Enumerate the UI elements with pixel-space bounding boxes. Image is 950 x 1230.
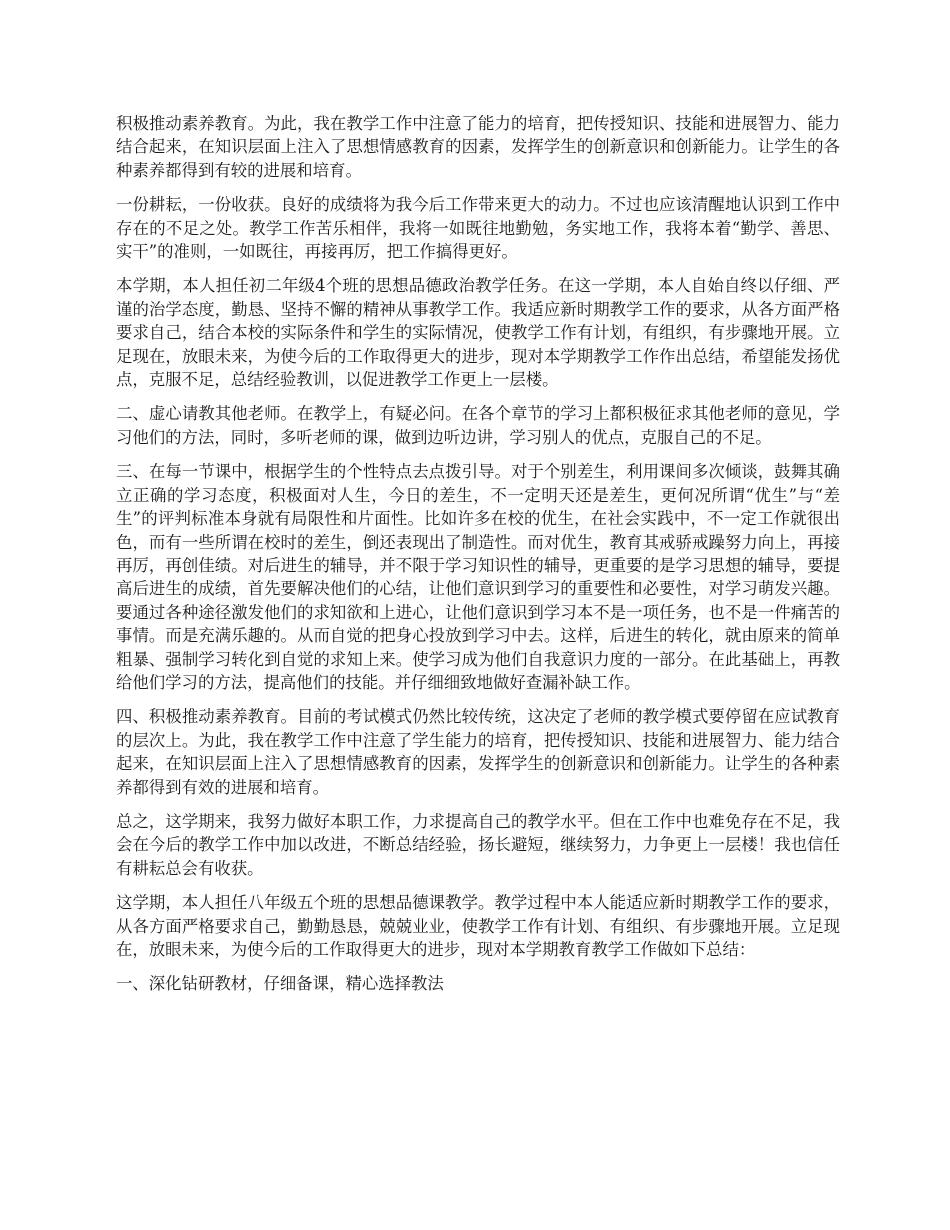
- paragraph-3: 本学期，本人担任初二年级4个班的思想品德政治教学任务。在这一学期，本人自始自终以仔细、严谨的治学态度，勤恳、坚持不懈的精神从事教学工作。我适应新时期教学工作的要求，从各方面严格要求自己，结合本校的实际条件和学生的实际情况，使教学工作有计划，有组织，有步骤地开展。立足现在，放眼未来，为使今后的工作取得更大的进步，现对本学期教学工作作出总结，希望能发扬优点，克服不足，总结经验教训，以促进教学工作更上一层楼。: [116, 276, 840, 390]
- section-heading: 一、深化钻研教材，仔细备课，精心选择教法: [116, 974, 444, 994]
- paragraph-2: 一份耕耘，一份收获。良好的成绩将为我今后工作带来更大的动力。不过也应该清醒地认识到工作中存在的不足之处。教学工作苦乐相伴，我将一如既往地勤勉，务实地工作，我将本着“勤学、善思、实干”的准则，一如既往，再接再厉，把工作搞得更好。: [116, 195, 840, 262]
- paragraph-4: 二、虚心请教其他老师。在教学上，有疑必问。在各个章节的学习上都积极征求其他老师的意见，学习他们的方法，同时，多听老师的课，做到边听边讲，学习别人的优点，克服自己的不足。: [116, 404, 840, 447]
- paragraph-8: 这学期，本人担任八年级五个班的思想品德课教学。教学过程中本人能适应新时期教学工作的要求，从各方面严格要求自己，勤勤恳恳，兢兢业业，使教学工作有计划、有组织、有步骤地开展。立足现在，放眼未来，为使今后的工作取得更大的进步，现对本学期教育教学工作做如下总结：: [116, 893, 840, 959]
- paragraph-6: 四、积极推动素养教育。目前的考试模式仍然比较传统，这决定了老师的教学模式要停留在应试教育的层次上。为此，我在教学工作中注意了学生能力的培育，把传授知识、技能和进展智力、能力结合起来，在知识层面上注入了思想情感教育的因素，发挥学生的创新意识和创新能力。让学生的各种素养都得到有效的进展和培育。: [116, 707, 840, 797]
- document-body: [116, 112, 840, 1007]
- paragraph-7: 总之，这学期来，我努力做好本职工作，力求提高自己的教学水平。但在工作中也难免存在不足，我会在今后的教学工作中加以改进，不断总结经验，扬长避短，继续努力，力争更上一层楼！我也信任有耕耘总会有收获。: [116, 811, 840, 878]
- paragraph-1: 积极推动素养教育。为此，我在教学工作中注意了能力的培育，把传授知识、技能和进展智力、能力结合起来，在知识层面上注入了思想情感教育的因素，发挥学生的创新意识和创新能力。让学生的各种素养都得到有较的进展和培育。: [116, 114, 840, 180]
- paragraph-5: 三、在每一节课中，根据学生的个性特点去点拨引导。对于个别差生，利用课间多次倾谈，鼓舞其确立正确的学习态度，积极面对人生，今日的差生，不一定明天还是差生，更何况所谓“优生”与“差生”的评判标准本身就有局限性和片面性。比如许多在校的优生，在社会实践中，不一定工作就很出色，而有一些所谓在校时的差生，倒还表现出了制造性。而对优生，教育其戒骄戒躁努力向上，再接再厉，再创佳绩。对后进生的辅导，并不限于学习知识性的辅导，更重要的是学习思想的辅导，要提高后进生的成绩，首先要解决他们的心结，让他们意识到学习的重要性和必要性，对学习萌发兴趣。要通过各种途径激发他们的求知欲和上进心，让他们意识到学习本不是一项任务，也不是一件痛苦的事情。而是充满乐趣的。从而自觉的把身心投放到学习中去。这样，后进生的转化，就由原来的简单粗暴、强制学习转化到自觉的求知上来。使学习成为他们自我意识力度的一部分。在此基础上，再教给他们学习的方法，提高他们的技能。并仔细细致地做好查漏补缺工作。: [116, 462, 840, 692]
